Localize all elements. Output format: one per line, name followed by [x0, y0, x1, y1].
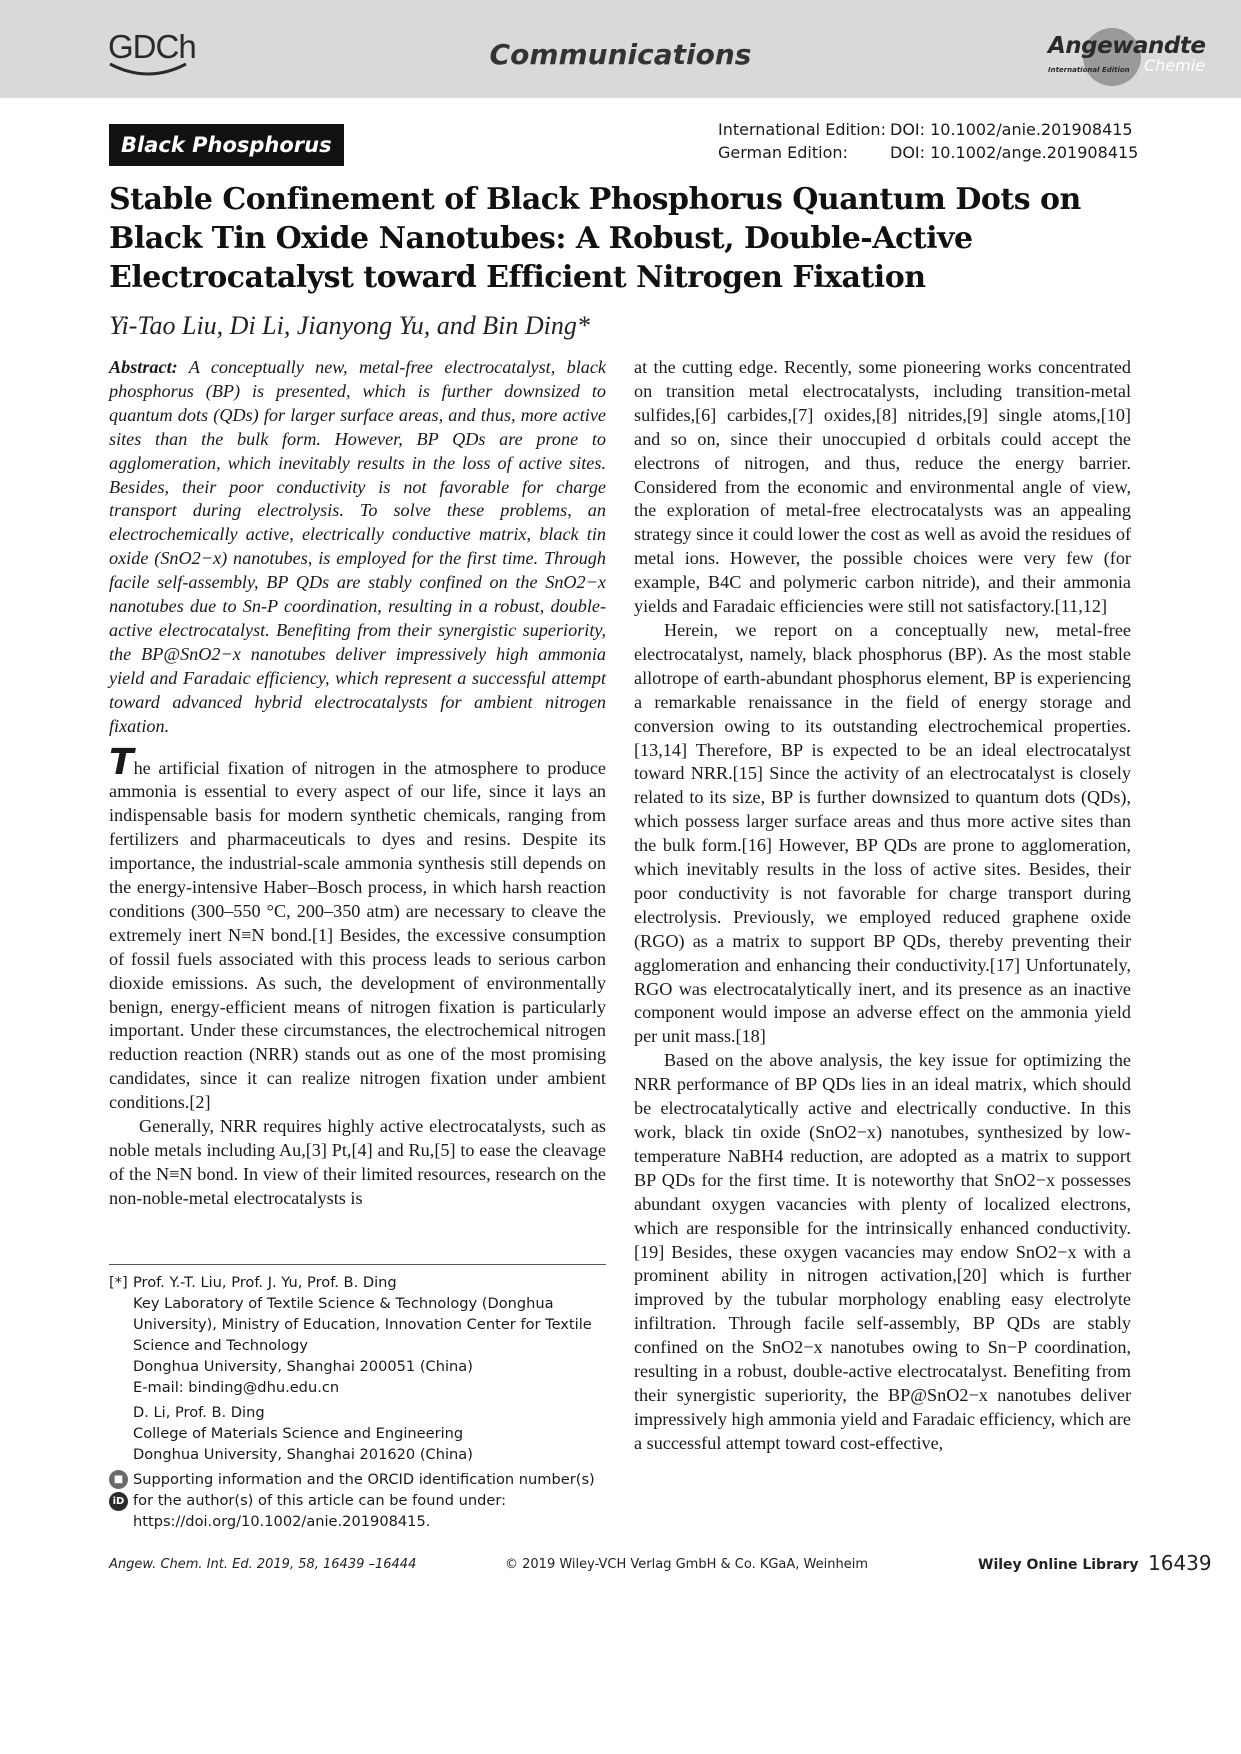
angewandte-logo: Angewandte: [1048, 33, 1206, 59]
footnotes: [109, 1272, 606, 1536]
paragraph-intro-text: he artificial fixation of nitrogen in the atmosphere to produce ammonia is essential to every aspect of our life, since it lays an indispensable basis for modern synthetic chemicals, ranging from fertilizers and pharmaceuticals to dyes and resins. Despite its importance, the industrial-scale ammonia synthesis still depends on the energy-intensive Haber–Bosch process, in which harsh reaction conditions (300–550 °C, 200–350 atm) are necessary to cleave the extremely inert N≡N bond.[1] Besides, the excessive consumption of fossil fuels associated with this process leads to serious carbon dioxide emissions. As such, the development of environmentally benign, energy-efficient means of nitrogen fixation is particularly important. Under these circumstances, the electrochemical nitrogen reduction reaction (NRR) stands out as one of the most promising candidates, since it can realize nitrogen fixation under ambient conditions.[2]: [109, 757, 606, 1113]
author-list: Yi-Tao Liu, Di Li, Jianyong Yu, and Bin Ding*: [109, 311, 590, 340]
right-column: [634, 356, 1131, 1456]
paragraph-intro: [109, 741, 606, 1116]
paragraph-2: Generally, NRR requires highly active electrocatalysts, such as noble metals including Au,[3] Pt,[4] and Ru,[5] to ease the cleavage of the N≡N bond. In view of their limited resources, research on the non-noble-metal electrocatalysts is: [109, 1116, 606, 1208]
abstract-label: Abstract:: [109, 357, 178, 377]
doi-german-label: German Edition:: [718, 143, 848, 162]
paragraph-4: Herein, we report on a conceptually new, metal-free electrocatalyst, namely, black phosphorus (BP). As the most stable allotrope of earth-abundant phosphorus element, BP is experiencing a remarkable renaissance in the field of energy storage and conversion owing to its outstanding electrochemical properties.[13,14] Therefore, BP is expected to be an ideal electrocatalyst toward NRR.[15] Since the activity of an electrocatalyst is closely related to its size, BP is further downsized to quantum dots (QDs), which possess larger surface areas and thus more active sites than the bulk form.[16] However, BP QDs are prone to agglomeration, which inevitably results in the loss of active sites. Besides, their poor conductivity is not favorable for charge transport during electrolysis. Previously, we employed reduced graphene oxide (RGO) as a matrix to support BP QDs, thereby preventing their agglomeration and enhancing their conductivity.[17] Unfortunately, RGO was electrocatalytically inert, and its presence as an inactive component would impose an adverse effect on the ammonia yield per unit mass.[18]: [634, 619, 1131, 1047]
affiliation-1-lab: Key Laboratory of Textile Science & Technology (Donghua University), Ministry of Education, Innovation Center for Textile Science and Technology: [133, 1295, 592, 1354]
footer-copyright: © 2019 Wiley-VCH Verlag GmbH & Co. KGaA, Weinheim: [505, 1557, 869, 1572]
page-number: 16439: [1148, 1551, 1212, 1575]
affiliation-1-uni: Donghua University, Shanghai 200051 (China): [133, 1358, 473, 1375]
angewandte-edition: International Edition: [1048, 66, 1130, 74]
footer-citation: Angew. Chem. Int. Ed. 2019, 58, 16439 –16444: [109, 1557, 417, 1572]
supporting-info: [109, 1469, 606, 1532]
abstract-text: A conceptually new, metal-free electrocatalyst, black phosphorus (BP) is presented, which is further downsized to quantum dots (QDs) for larger surface areas, and thus, more active sites than the bulk form. However, BP QDs are prone to agglomeration, which inevitably results in the loss of active sites. Besides, their poor conductivity is not favorable for charge transport during electrolysis. To solve these problems, an electrochemically active, electrically conductive matrix, black tin oxide (SnO2−x) nanotubes, is employed for the first time. Through facile self-assembly, BP QDs are stably confined on the SnO2−x nanotubes due to Sn-P coordination, resulting in a robust, double-active electrocatalyst. Benefiting from their synergistic superiority, the BP@SnO2−x nanotubes deliver impressively high ammonia yield and Faradaic efficiency, which represent a successful attempt toward advanced hybrid electrocatalysts for ambient nitrogen fixation.: [109, 357, 607, 736]
footnote-mark: [*]: [109, 1274, 128, 1291]
article-title: Stable Confinement of Black Phosphorus Quantum Dots on Black Tin Oxide Nanotubes: A Robust, Double-Active Electrocatalyst toward Efficient Nitrogen Fixation: [109, 182, 1081, 295]
footer-library[interactable]: Wiley Online Library: [978, 1557, 1139, 1573]
affiliation-1: [109, 1272, 606, 1398]
affiliation-2-uni: Donghua University, Shanghai 201620 (China): [133, 1446, 473, 1463]
doi-intl-link[interactable]: DOI: 10.1002/anie.201908415: [890, 120, 1133, 139]
supporting-info-text[interactable]: Supporting information and the ORCID identification number(s) for the author(s) of this article can be found under: https://doi.org/10.1002/anie.201908415.: [133, 1471, 595, 1530]
orcid-icon: iD: [109, 1492, 128, 1511]
doi-intl-label: International Edition:: [718, 120, 886, 139]
affiliation-1-email[interactable]: E-mail: binding@dhu.edu.cn: [133, 1379, 340, 1396]
topic-badge: Black Phosphorus: [109, 124, 344, 166]
abstract: [109, 356, 606, 739]
affiliation-2-names: D. Li, Prof. B. Ding: [133, 1404, 265, 1421]
angewandte-chemie: Chemie: [1144, 56, 1206, 75]
gdch-logo: GDCh: [108, 28, 196, 65]
paragraph-3: at the cutting edge. Recently, some pioneering works concentrated on transition metal electrocatalysts, including transition-metal sulfides,[6] carbides,[7] oxides,[8] nitrides,[9] single atoms,[10] and so on, since their unoccupied d orbitals could accept the electrons of nitrogen, and thus, reduce the energy barrier. Considered from the economic and environmental angle of view, the exploration of metal-free electrocatalysts was an appealing strategy since it could lower the cost as well as avoid the residues of metal ions. However, the possible choices were very few (for example, B4C and polymeric carbon nitride), and their ammonia yields and Faradaic efficiencies were still not satisfactory.[11,12]: [634, 357, 1131, 617]
affiliation-2: [109, 1402, 606, 1465]
supporting-info-icon: ■: [109, 1470, 128, 1489]
doi-block: [718, 118, 1138, 164]
affiliation-1-names: Prof. Y.-T. Liu, Prof. J. Yu, Prof. B. Ding: [133, 1274, 397, 1291]
left-column: [109, 356, 606, 1211]
paragraph-5: Based on the above analysis, the key issue for optimizing the NRR performance of BP QDs lies in an ideal matrix, which should be electrocatalytically active and electrically conductive. In this work, black tin oxide (SnO2−x) nanotubes, synthesized by low-temperature NaBH4 reduction, are adopted as a matrix to support BP QDs for the first time. It is noteworthy that SnO2−x possesses abundant oxygen vacancies with plenty of localized electrons, which are responsible for the intrinsically enhanced conductivity.[19] Besides, these oxygen vacancies may endow SnO2−x with a prominent ability in nitrogen activation,[20] which is further improved by the tubular morphology enabling easy electrolyte infiltration. Through facile self-assembly, BP QDs are stably confined on the SnO2−x nanotubes owing to Sn−P coordination, resulting in a robust, double-active electrocatalyst. Benefiting from their synergistic superiority, the BP@SnO2−x nanotubes deliver impressively high ammonia yield and Faradaic efficiency, which are a successful attempt toward cost-effective,: [634, 1050, 1131, 1453]
footnote-divider: [109, 1264, 606, 1265]
drop-cap: T: [109, 741, 134, 783]
affiliation-2-lab: College of Materials Science and Engineering: [133, 1425, 464, 1442]
section-heading: Communications: [489, 38, 752, 71]
doi-german-link[interactable]: DOI: 10.1002/ange.201908415: [890, 143, 1139, 162]
